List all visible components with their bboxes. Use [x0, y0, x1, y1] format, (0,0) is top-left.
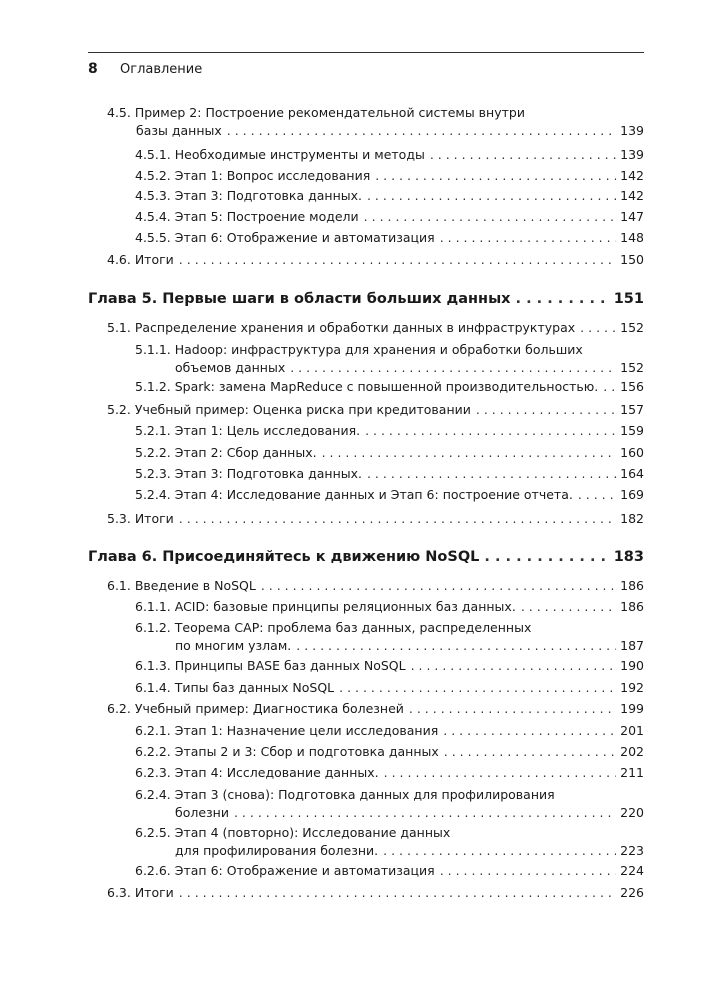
leader-dots [384, 764, 616, 782]
leader-dots [290, 359, 616, 377]
leader-dots [516, 290, 610, 308]
toc-entry-title: 4.5.1. Необходимые инструменты и методы [135, 147, 425, 162]
toc-entry-page: 142 [620, 168, 644, 183]
toc-entry-page: 169 [620, 487, 644, 502]
toc-entry-page: 152 [620, 320, 644, 335]
toc-entry-title: по многим узлам. [175, 638, 292, 653]
leader-dots [444, 743, 616, 761]
toc-section[interactable] [107, 401, 644, 419]
toc-entry-title-line1: 6.2.4. Этап 3 (снова): Подготовка данных для профилирования [135, 787, 555, 802]
leader-dots [367, 187, 616, 205]
toc-section[interactable] [107, 577, 644, 595]
leader-dots [339, 679, 616, 697]
leader-dots [476, 401, 616, 419]
toc-entry-page: 148 [620, 230, 644, 245]
toc-entry-title: 5.3. Итоги [107, 511, 174, 526]
leader-dots [440, 862, 616, 880]
toc-entry-title: 4.5.2. Этап 1: Вопрос исследования [135, 168, 371, 183]
toc-entry-page: 157 [620, 402, 644, 417]
toc-entry-title: 6.1.3. Принципы BASE баз данных NoSQL [135, 658, 406, 673]
toc-section[interactable] [107, 251, 644, 269]
toc-entry-title-line1: 6.2.5. Этап 4 (повторно): Исследование данных [135, 825, 451, 840]
toc-subsection[interactable] [135, 619, 644, 655]
toc-entry-page: 156 [620, 379, 644, 394]
toc-entry-title: 6.1. Введение в NoSQL [107, 578, 256, 593]
toc-section[interactable] [107, 700, 644, 718]
toc-entry-title: объемов данных [175, 360, 286, 375]
toc-entry-page: 199 [620, 701, 644, 716]
toc-entry-title: базы данных [136, 123, 222, 138]
running-title: Оглавление [120, 62, 203, 77]
toc-entry-title: 4.6. Итоги [107, 252, 174, 267]
toc-subsection[interactable] [135, 598, 644, 616]
toc-subsection[interactable] [135, 208, 644, 226]
toc-entry-title: 6.1.4. Типы баз данных NoSQL [135, 680, 335, 695]
toc-entry-page: 150 [620, 252, 644, 267]
toc-entry-title: 6.2.3. Этап 4: Исследование данных. [135, 765, 379, 780]
toc-entry-page: 223 [620, 843, 644, 858]
toc-subsection[interactable] [135, 679, 644, 697]
toc-entry-title: для профилирования болезни. [175, 843, 379, 858]
toc-entry-title: Глава 6. Присоединяйтесь к движению NoSQL [88, 549, 480, 565]
toc-subsection[interactable] [135, 465, 644, 483]
toc-entry-page: 164 [620, 466, 644, 481]
page-number: 8 [88, 61, 98, 77]
leader-dots [375, 167, 616, 185]
toc-entry-title-line1: 4.5. Пример 2: Построение рекомендательной системы внутри [107, 105, 525, 120]
toc-entry-title: 5.2.3. Этап 3: Подготовка данных. [135, 466, 362, 481]
leader-dots [440, 229, 616, 247]
toc-entry-page: 159 [620, 423, 644, 438]
toc-entry-page: 142 [620, 188, 644, 203]
toc-section[interactable] [107, 319, 644, 337]
leader-dots [484, 548, 609, 566]
toc-subsection[interactable] [135, 862, 644, 880]
leader-dots [179, 884, 616, 902]
leader-dots [261, 577, 616, 595]
toc-entry-title: 5.2.2. Этап 2: Сбор данных. [135, 445, 317, 460]
toc-subsection[interactable] [135, 657, 644, 675]
leader-dots [411, 657, 617, 675]
toc-subsection[interactable] [135, 764, 644, 782]
toc-entry-page: 187 [620, 638, 644, 653]
toc-entry-page: 139 [620, 123, 644, 138]
toc-entry-page: 160 [620, 445, 644, 460]
toc-entry-page: 152 [620, 360, 644, 375]
toc-entry-page: 202 [620, 744, 644, 759]
toc-entry-title: болезни [175, 805, 229, 820]
toc-entry-page: 186 [620, 578, 644, 593]
toc-subsection[interactable] [135, 786, 644, 822]
toc-entry-page: 186 [620, 599, 644, 614]
toc-chapter[interactable] [88, 548, 644, 566]
toc-subsection[interactable] [135, 422, 644, 440]
toc-subsection[interactable] [135, 743, 644, 761]
toc-entry-title: 6.2.2. Этапы 2 и 3: Сбор и подготовка данных [135, 744, 439, 759]
toc-entry-title: 6.2.6. Этап 6: Отображение и автоматизация [135, 863, 435, 878]
toc-chapter[interactable] [88, 290, 644, 308]
toc-entry-page: 192 [620, 680, 644, 695]
toc-subsection[interactable] [135, 229, 644, 247]
toc-entry-page: 224 [620, 863, 644, 878]
leader-dots [179, 251, 616, 269]
toc-entry-page: 139 [620, 147, 644, 162]
leader-dots [409, 700, 616, 718]
toc-entry-page: 201 [620, 723, 644, 738]
toc-subsection[interactable] [135, 146, 644, 164]
toc-section[interactable] [107, 104, 644, 140]
toc-subsection[interactable] [135, 378, 644, 396]
toc-entry-title: 4.5.5. Этап 6: Отображение и автоматизация [135, 230, 435, 245]
leader-dots [179, 510, 616, 528]
toc-entry-title: 5.1.2. Spark: замена MapReduce с повышенной производительностью. [135, 379, 599, 394]
leader-dots [234, 804, 616, 822]
toc-subsection[interactable] [135, 444, 644, 462]
toc-entry-page: 183 [613, 549, 644, 565]
toc-entry-title: 6.1.1. ACID: базовые принципы реляционных баз данных. [135, 599, 516, 614]
toc-subsection[interactable] [135, 824, 644, 860]
toc-subsection[interactable] [135, 722, 644, 740]
toc-entry-page: 151 [613, 291, 644, 307]
leader-dots [603, 378, 616, 396]
leader-dots [365, 422, 616, 440]
leader-dots [227, 122, 616, 140]
toc-subsection[interactable] [135, 486, 644, 504]
toc-entry-title: 6.3. Итоги [107, 885, 174, 900]
toc-entry-title: 4.5.3. Этап 3: Подготовка данных. [135, 188, 362, 203]
toc-entry-title: 6.2. Учебный пример: Диагностика болезней [107, 701, 404, 716]
toc-entry-page: 147 [620, 209, 644, 224]
leader-dots [322, 444, 617, 462]
leader-dots [578, 486, 616, 504]
toc-entry-page: 190 [620, 658, 644, 673]
leader-dots [296, 637, 616, 655]
leader-dots [383, 842, 616, 860]
toc-subsection[interactable] [135, 167, 644, 185]
leader-dots [430, 146, 616, 164]
leader-dots [367, 465, 616, 483]
toc-subsection[interactable] [135, 187, 644, 205]
toc-section[interactable] [107, 510, 644, 528]
leader-dots [580, 319, 616, 337]
toc-entry-title: Глава 5. Первые шаги в области больших данных [88, 291, 511, 307]
toc-entry-page: 211 [620, 765, 644, 780]
toc-entry-title: 6.2.1. Этап 1: Назначение цели исследования [135, 723, 439, 738]
toc-entry-page: 182 [620, 511, 644, 526]
toc-entry-page: 220 [620, 805, 644, 820]
toc-entry-title: 5.2.4. Этап 4: Исследование данных и Этап 6: построение отчета. [135, 487, 573, 502]
toc-entry-title: 5.2.1. Этап 1: Цель исследования. [135, 423, 361, 438]
toc-entry-title-line1: 6.1.2. Теорема CAP: проблема баз данных, распределенных [135, 620, 532, 635]
toc-entry-title-line1: 5.1.1. Hadoop: инфраструктура для хранения и обработки больших [135, 342, 583, 357]
toc-subsection[interactable] [135, 341, 644, 377]
toc-entry-title: 4.5.4. Этап 5: Построение модели [135, 209, 359, 224]
leader-dots [521, 598, 616, 616]
leader-dots [364, 208, 616, 226]
toc-entry-page: 226 [620, 885, 644, 900]
toc-entry-title: 5.2. Учебный пример: Оценка риска при кредитовании [107, 402, 471, 417]
toc-entry-title: 5.1. Распределение хранения и обработки данных в инфраструктурах [107, 320, 576, 335]
leader-dots [443, 722, 616, 740]
toc-section[interactable] [107, 884, 644, 902]
